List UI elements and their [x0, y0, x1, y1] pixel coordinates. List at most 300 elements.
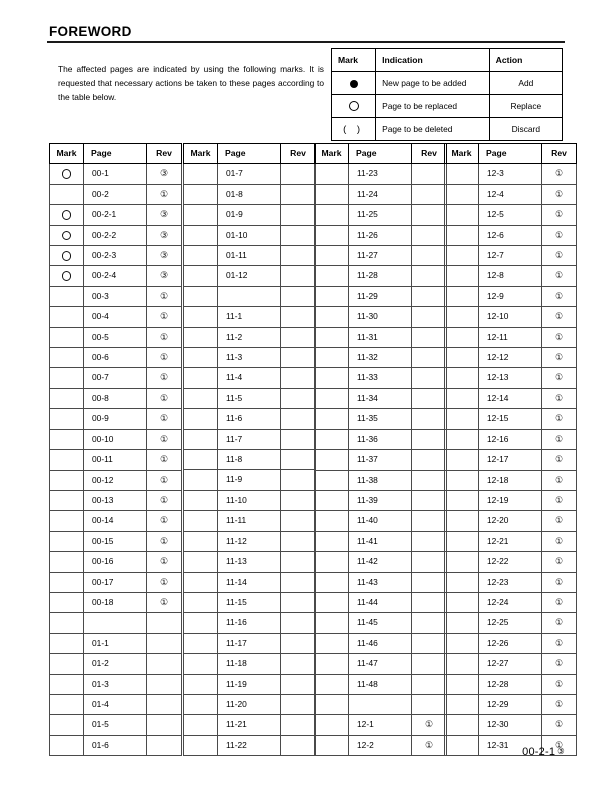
- mark-cell-empty: [315, 694, 349, 714]
- revision-cell: [542, 470, 577, 490]
- page-number-cell: 00-11: [84, 450, 147, 470]
- revision-cell: [281, 552, 316, 572]
- table-row: [315, 327, 447, 347]
- revision-cell: [147, 266, 182, 286]
- mark-cell-empty: [50, 654, 84, 674]
- mark-cell-empty: [50, 368, 84, 388]
- page-number-cell: 11-6: [218, 409, 281, 429]
- mark-cell-empty: [184, 409, 218, 429]
- page-number-cell: 12-26: [479, 633, 542, 653]
- table-row: [50, 246, 182, 266]
- table-row: [184, 735, 316, 755]
- page-number-cell: 12-25: [479, 613, 542, 633]
- mark-cell-empty: [50, 674, 84, 694]
- page-number-cell: 11-2: [218, 327, 281, 347]
- page-number-cell: 00-16: [84, 552, 147, 572]
- page-header-mark: Mark: [50, 144, 84, 164]
- page-number-cell: 11-36: [349, 429, 412, 449]
- mark-cell-empty: [315, 470, 349, 490]
- mark-cell-empty: [184, 531, 218, 551]
- revision-cell: [412, 307, 447, 327]
- mark-cell-empty: [445, 307, 479, 327]
- revision-cell: [542, 694, 577, 714]
- table-row: [184, 409, 316, 429]
- page-number-cell: 12-8: [479, 266, 542, 286]
- page-number-cell: 01-9: [218, 205, 281, 225]
- table-row: [50, 266, 182, 286]
- page-number-cell: 12-5: [479, 205, 542, 225]
- table-row: [184, 674, 316, 694]
- table-row: [50, 450, 182, 470]
- page-number-cell: 11-1: [218, 307, 281, 327]
- revision-cell: [281, 225, 316, 245]
- page-table-header-row: [50, 144, 182, 164]
- revision-cell: [412, 246, 447, 266]
- circled-number-icon: ①: [159, 433, 169, 444]
- table-row: [445, 490, 577, 510]
- circled-number-icon: ①: [159, 576, 169, 587]
- mark-cell-empty: [445, 409, 479, 429]
- revision-cell: [147, 409, 182, 429]
- page-header-rev: Rev: [412, 144, 447, 164]
- circled-number-icon: ①: [159, 494, 169, 505]
- revision-cell: [147, 735, 182, 755]
- open-circle-icon: [50, 246, 84, 266]
- revision-cell: [147, 388, 182, 408]
- mark-cell-empty: [184, 164, 218, 184]
- circled-number-icon: ①: [554, 433, 564, 444]
- mark-cell-empty: [315, 286, 349, 306]
- open-circle-icon: [62, 231, 72, 241]
- mark-cell-empty: [315, 388, 349, 408]
- mark-cell-empty: [184, 205, 218, 225]
- open-circle-icon: [50, 205, 84, 225]
- table-row: [184, 266, 316, 286]
- revision-cell: [281, 511, 316, 531]
- page-number-cell: 12-4: [479, 184, 542, 204]
- table-row: [184, 348, 316, 368]
- open-circle-icon: [50, 225, 84, 245]
- open-circle-icon: [332, 95, 376, 118]
- revision-cell: [412, 633, 447, 653]
- mark-cell-empty: [315, 592, 349, 612]
- mark-cell-empty: [50, 429, 84, 449]
- mark-cell-empty: [445, 654, 479, 674]
- page-number-cell: 00-18: [84, 592, 147, 612]
- mark-cell-empty: [445, 184, 479, 204]
- page-number-cell: 12-12: [479, 348, 542, 368]
- table-row: [315, 572, 447, 592]
- page-number-cell: 11-25: [349, 205, 412, 225]
- table-spacer-row: [184, 286, 316, 306]
- page-list-table-2: [183, 143, 316, 756]
- page-number-cell: 11-43: [349, 572, 412, 592]
- mark-cell-empty: [315, 511, 349, 531]
- revision-cell: [412, 531, 447, 551]
- page-header-rev: Rev: [281, 144, 316, 164]
- revision-cell: [147, 164, 182, 184]
- revision-cell: [281, 246, 316, 266]
- revision-cell: [147, 592, 182, 612]
- table-row: [184, 327, 316, 347]
- revision-cell: [542, 674, 577, 694]
- mark-cell-empty: [50, 348, 84, 368]
- page-number-cell: 11-41: [349, 531, 412, 551]
- legend-action-text: Add: [489, 72, 562, 95]
- mark-cell-empty: [315, 531, 349, 551]
- mark-cell-empty: [445, 511, 479, 531]
- mark-cell-empty: [184, 511, 218, 531]
- page-number-cell: 12-1: [349, 715, 412, 735]
- table-row: [50, 348, 182, 368]
- revision-cell: [542, 552, 577, 572]
- circled-number-icon: ①: [159, 188, 169, 199]
- page-number-cell: 01-3: [84, 674, 147, 694]
- mark-cell-empty: [445, 531, 479, 551]
- circled-number-icon: ①: [159, 372, 169, 383]
- page-number-cell: 12-11: [479, 327, 542, 347]
- footer-revision-mark: ③: [557, 746, 565, 756]
- table-row: [184, 470, 316, 490]
- circled-number-icon: ①: [554, 719, 564, 730]
- open-circle-icon: [62, 251, 72, 261]
- page-number-cell: 12-22: [479, 552, 542, 572]
- table-row: [315, 429, 447, 449]
- page-number-cell: 11-9: [218, 470, 281, 490]
- table-row: [445, 613, 577, 633]
- table-row: [445, 531, 577, 551]
- mark-cell-empty: [184, 633, 218, 653]
- circled-number-icon: ①: [554, 576, 564, 587]
- mark-cell-empty: [184, 184, 218, 204]
- table-row: [315, 531, 447, 551]
- table-row: [50, 552, 182, 572]
- page-number-cell: 11-38: [349, 470, 412, 490]
- open-circle-icon: [62, 271, 72, 281]
- revision-cell: [542, 327, 577, 347]
- table-row: [315, 735, 447, 755]
- table-row: [184, 164, 316, 184]
- revision-cell: [281, 368, 316, 388]
- page-number-cell: 12-28: [479, 674, 542, 694]
- circled-number-icon: ①: [554, 413, 564, 424]
- circled-number-icon: ①: [554, 637, 564, 648]
- table-row: [445, 511, 577, 531]
- mark-cell-empty: [50, 511, 84, 531]
- revision-cell: [412, 450, 447, 470]
- table-row: [184, 715, 316, 735]
- circled-number-icon: ①: [554, 617, 564, 628]
- revision-cell: [281, 450, 316, 470]
- mark-cell-empty: [315, 715, 349, 735]
- circled-number-icon: ①: [554, 474, 564, 485]
- table-row: [315, 409, 447, 429]
- table-row: [315, 511, 447, 531]
- revision-cell: [281, 164, 316, 184]
- table-row: [445, 592, 577, 612]
- revision-cell: [542, 348, 577, 368]
- mark-cell-empty: [50, 388, 84, 408]
- page-number-cell: 11-32: [349, 348, 412, 368]
- table-row: [445, 286, 577, 306]
- open-circle-icon: [50, 164, 84, 184]
- page-number-cell: 12-7: [479, 246, 542, 266]
- page-number-cell: 11-35: [349, 409, 412, 429]
- revision-cell: [281, 307, 316, 327]
- revision-cell: [281, 654, 316, 674]
- mark-cell-empty: [315, 307, 349, 327]
- table-row: [50, 368, 182, 388]
- table-row: [315, 654, 447, 674]
- table-spacer-row: [315, 694, 447, 714]
- revision-cell: [147, 450, 182, 470]
- revision-cell: [147, 694, 182, 714]
- table-row: [50, 674, 182, 694]
- revision-cell: [542, 388, 577, 408]
- table-row: [184, 246, 316, 266]
- page-number-cell: 11-33: [349, 368, 412, 388]
- circled-number-icon: ①: [424, 719, 434, 730]
- revision-cell: [542, 572, 577, 592]
- mark-cell-empty: [445, 572, 479, 592]
- mark-cell-empty: [445, 674, 479, 694]
- page-number-cell: 11-4: [218, 368, 281, 388]
- table-row: [50, 429, 182, 449]
- table-row: [50, 490, 182, 510]
- table-row: [315, 470, 447, 490]
- revision-cell: [412, 409, 447, 429]
- mark-cell-empty: [184, 735, 218, 755]
- revision-cell: [147, 184, 182, 204]
- page-number-cell: 12-10: [479, 307, 542, 327]
- mark-cell-empty: [315, 735, 349, 755]
- revision-cell: [147, 715, 182, 735]
- revision-cell: [412, 552, 447, 572]
- circled-number-icon: ①: [554, 270, 564, 281]
- revision-cell: [281, 409, 316, 429]
- page-header-mark: Mark: [315, 144, 349, 164]
- table-row: [184, 572, 316, 592]
- table-row: [50, 286, 182, 306]
- page-number-cell: 11-16: [218, 613, 281, 633]
- circled-number-icon: ①: [554, 229, 564, 240]
- mark-cell-empty: [184, 327, 218, 347]
- page-number-cell: 12-23: [479, 572, 542, 592]
- page-number-cell: 00-1: [84, 164, 147, 184]
- revision-cell: [412, 490, 447, 510]
- page-table-header-row: [315, 144, 447, 164]
- table-row: [50, 511, 182, 531]
- circled-number-icon: ①: [554, 556, 564, 567]
- table-row: [315, 715, 447, 735]
- revision-cell: [412, 613, 447, 633]
- page-number-cell: 01-5: [84, 715, 147, 735]
- page-number-cell: 01-1: [84, 633, 147, 653]
- table-row: [184, 490, 316, 510]
- circled-number-icon: ①: [159, 352, 169, 363]
- table-row: [184, 388, 316, 408]
- page-number-cell: 12-3: [479, 164, 542, 184]
- mark-cell-empty: [445, 694, 479, 714]
- revision-cell: [147, 348, 182, 368]
- mark-cell-empty: [315, 429, 349, 449]
- page-number-cell: 12-21: [479, 531, 542, 551]
- mark-cell-empty: [315, 246, 349, 266]
- table-row: [184, 184, 316, 204]
- revision-cell: [412, 205, 447, 225]
- revision-cell: [147, 307, 182, 327]
- mark-cell-empty: [184, 286, 218, 306]
- filled-circle-icon: [332, 72, 376, 95]
- mark-cell-empty: [315, 633, 349, 653]
- mark-cell-empty: [184, 694, 218, 714]
- page-number-cell: 00-15: [84, 531, 147, 551]
- page-number-cell: 11-48: [349, 674, 412, 694]
- revision-cell: [542, 450, 577, 470]
- page-header-rev: Rev: [542, 144, 577, 164]
- page-header-page: Page: [218, 144, 281, 164]
- mark-cell-empty: [445, 348, 479, 368]
- page-number-cell: 11-40: [349, 511, 412, 531]
- page-header-rev: Rev: [147, 144, 182, 164]
- mark-cell-empty: [184, 348, 218, 368]
- page-number-cell: 11-27: [349, 246, 412, 266]
- revision-cell: [412, 511, 447, 531]
- mark-cell-empty: [50, 409, 84, 429]
- page-number-cell: 11-18: [218, 654, 281, 674]
- revision-cell: [147, 286, 182, 306]
- parentheses-icon: ( ): [343, 123, 365, 135]
- page-number-cell: 11-7: [218, 429, 281, 449]
- table-row: [50, 388, 182, 408]
- mark-cell-empty: [184, 592, 218, 612]
- revision-cell: [542, 490, 577, 510]
- table-row: [445, 715, 577, 735]
- mark-cell-empty: [184, 266, 218, 286]
- mark-cell-empty: [445, 490, 479, 510]
- mark-cell-empty: [184, 225, 218, 245]
- mark-cell-empty: [315, 348, 349, 368]
- page-number-cell: 11-8: [218, 450, 281, 470]
- revision-cell: [147, 205, 182, 225]
- table-row: [50, 592, 182, 612]
- circled-number-icon: ①: [554, 658, 564, 669]
- page-table-body-2: [184, 164, 316, 756]
- mark-cell-empty: [184, 450, 218, 470]
- table-row: [315, 613, 447, 633]
- mark-cell-empty: [315, 327, 349, 347]
- page-number-cell: 11-11: [218, 511, 281, 531]
- open-circle-icon: [62, 169, 72, 179]
- revision-cell: [281, 205, 316, 225]
- circled-number-icon: ①: [159, 515, 169, 526]
- page-number-cell: 00-13: [84, 490, 147, 510]
- page-number-cell: 11-39: [349, 490, 412, 510]
- legend-row: [332, 118, 563, 141]
- mark-cell-empty: [315, 205, 349, 225]
- circled-number-icon: ①: [554, 494, 564, 505]
- open-circle-icon: [50, 266, 84, 286]
- circled-number-icon: ①: [159, 596, 169, 607]
- page-number-cell: 01-4: [84, 694, 147, 714]
- revision-cell: [281, 388, 316, 408]
- page-number-cell: 00-7: [84, 368, 147, 388]
- table-row: [184, 694, 316, 714]
- table-row: [315, 286, 447, 306]
- mark-cell-empty: [315, 450, 349, 470]
- mark-cell-empty: [445, 633, 479, 653]
- mark-cell-empty: [184, 368, 218, 388]
- mark-cell-empty: [445, 286, 479, 306]
- mark-cell-empty: [315, 266, 349, 286]
- mark-cell-empty: [315, 409, 349, 429]
- table-row: [184, 511, 316, 531]
- mark-cell-empty: [445, 205, 479, 225]
- table-row: [184, 633, 316, 653]
- mark-cell-empty: [445, 368, 479, 388]
- revision-cell: [281, 715, 316, 735]
- revision-cell: [281, 531, 316, 551]
- page-number-cell: 12-15: [479, 409, 542, 429]
- table-row: [50, 735, 182, 755]
- revision-cell: [412, 164, 447, 184]
- revision-cell: [542, 266, 577, 286]
- page-number-cell: 11-26: [349, 225, 412, 245]
- page-number-cell: 12-2: [349, 735, 412, 755]
- page-number-cell: 12-14: [479, 388, 542, 408]
- legend-header-mark: Mark: [332, 49, 376, 72]
- mark-cell-empty: [445, 470, 479, 490]
- table-row: [445, 307, 577, 327]
- mark-cell-empty: [445, 327, 479, 347]
- revision-cell: [281, 327, 316, 347]
- circled-number-icon: ③: [159, 209, 169, 220]
- circled-number-icon: ③: [159, 168, 169, 179]
- circled-number-icon: ①: [159, 290, 169, 301]
- revision-cell: [147, 368, 182, 388]
- revision-cell: [542, 246, 577, 266]
- page-number-cell: 11-28: [349, 266, 412, 286]
- page-number-cell: 11-37: [349, 450, 412, 470]
- revision-cell: [412, 470, 447, 490]
- mark-cell-empty: [50, 531, 84, 551]
- page-number-cell: 12-31: [479, 735, 542, 755]
- revision-cell: [281, 572, 316, 592]
- circled-number-icon: ①: [554, 168, 564, 179]
- table-row: [184, 429, 316, 449]
- revision-cell: [412, 572, 447, 592]
- mark-cell-empty: [184, 246, 218, 266]
- table-row: [445, 429, 577, 449]
- page-table-body-1: [50, 164, 182, 756]
- page-number-cell: 01-10: [218, 225, 281, 245]
- page-number-cell: 12-29: [479, 694, 542, 714]
- mark-cell-empty: [315, 368, 349, 388]
- table-row: [184, 368, 316, 388]
- revision-cell: [412, 694, 447, 714]
- table-row: [50, 409, 182, 429]
- table-row: [50, 470, 182, 490]
- circled-number-icon: ①: [554, 290, 564, 301]
- table-row: [184, 552, 316, 572]
- table-row: [50, 225, 182, 245]
- mark-cell-empty: [445, 246, 479, 266]
- page-number-cell: 12-30: [479, 715, 542, 735]
- circled-number-icon: ①: [159, 311, 169, 322]
- mark-cell-empty: [50, 450, 84, 470]
- circled-number-icon: ①: [554, 454, 564, 465]
- table-row: [315, 368, 447, 388]
